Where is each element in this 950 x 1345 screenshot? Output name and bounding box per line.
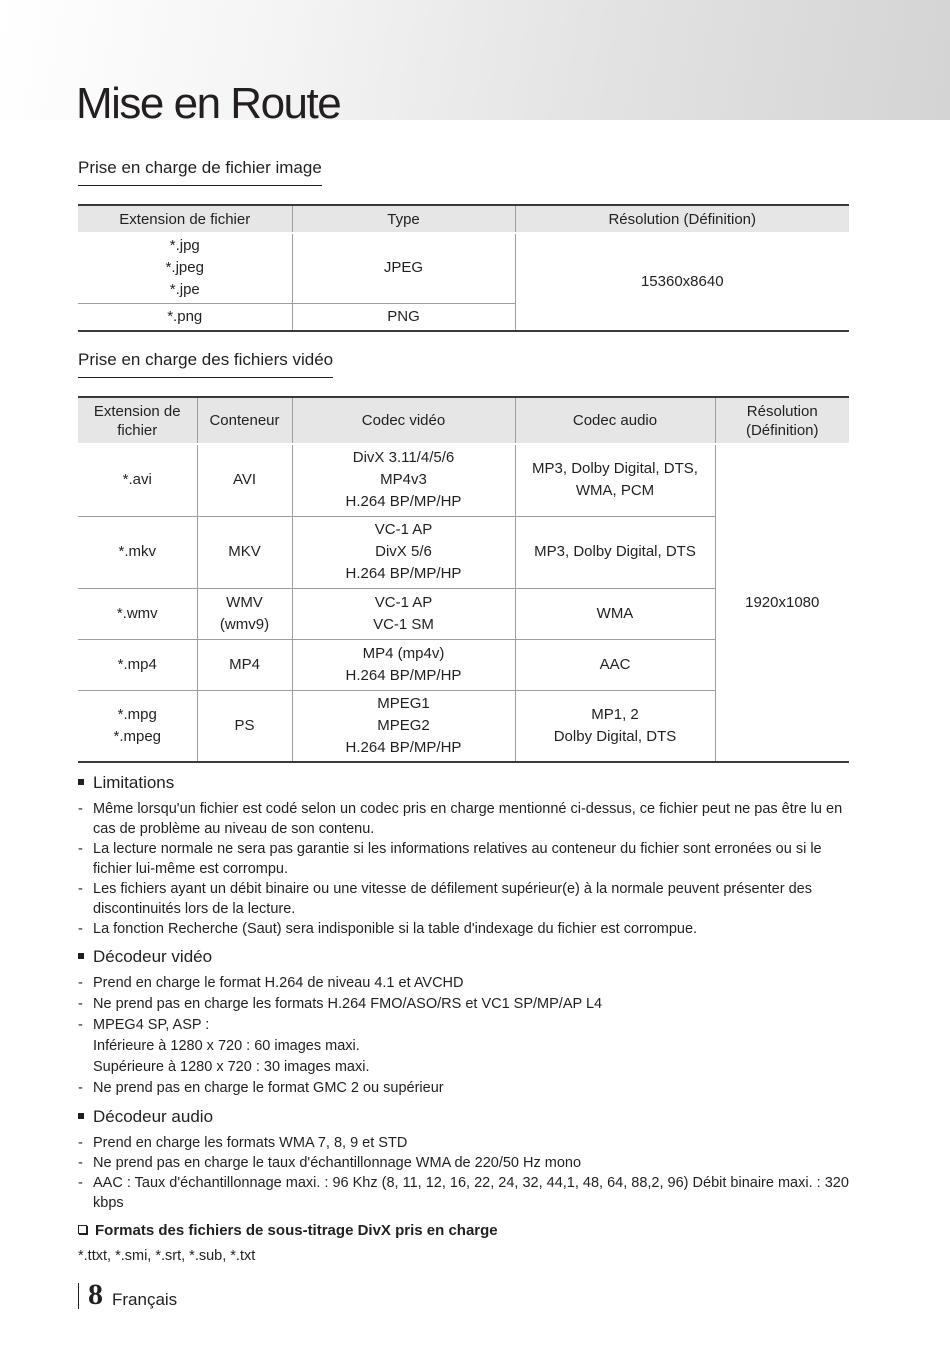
page-title: Mise en Route — [76, 79, 341, 128]
footer-divider — [78, 1283, 79, 1309]
audio-codec-cell: MP3, Dolby Digital, DTS — [515, 516, 715, 588]
video-codec-cell: VC-1 AP DivX 5/6 H.264 BP/MP/HP — [292, 516, 515, 588]
mpeg4-sub-line: Inférieure à 1280 x 720 : 60 images maxi. — [93, 1038, 360, 1054]
list-item: - La fonction Recherche (Saut) sera indisponible si la table d'indexage du fichier est corrompue. — [78, 921, 698, 937]
list-item: - Ne prend pas en charge les formats H.264 FMO/ASO/RS et VC1 SP/MP/AP L4 — [78, 996, 603, 1012]
page-number: 8 — [88, 1278, 103, 1311]
square-bullet-icon — [78, 1113, 84, 1119]
column-header: Résolution (Définition) — [515, 205, 849, 233]
mpeg4-sub-line: Supérieure à 1280 x 720 : 30 images maxi. — [93, 1059, 370, 1075]
container-cell: MP4 — [197, 639, 292, 690]
container-cell: PS — [197, 690, 292, 762]
extension-cell: *.jpg *.jpeg *.jpe — [78, 233, 292, 303]
extension-cell: *.mpg *.mpeg — [78, 690, 197, 762]
extension-cell: *.png — [78, 303, 292, 331]
video-decoder-list — [78, 973, 850, 1099]
list-item: - MPEG4 SP, ASP : Inférieure à 1280 x 720 : 60 images maxi. Supérieure à 1280 x 720 : 30 images maxi. — [78, 1015, 850, 1078]
list-item: - La lecture normale ne sera pas garantie si les informations relatives au conteneur du fichier sont erronées ou si le fichier lui-même est corrompu. — [78, 841, 822, 877]
image-support-table — [78, 204, 849, 332]
table-row — [78, 233, 849, 303]
column-header: Résolution (Définition) — [715, 397, 849, 444]
subtitle-formats-heading: Formats des fichiers de sous-titrage DivX pris en charge — [78, 1221, 498, 1241]
list-item: - Les fichiers ayant un débit binaire ou une vitesse de défilement supérieur(e) à la normale peuvent présenter des discontinuités lors de la lecture. — [78, 881, 812, 917]
video-codec-cell: VC-1 AP VC-1 SM — [292, 588, 515, 639]
container-cell: AVI — [197, 444, 292, 516]
type-cell: PNG — [292, 303, 515, 331]
extension-cell: *.avi — [78, 444, 197, 516]
checkbox-bullet-icon — [78, 1225, 87, 1234]
video-codec-cell: DivX 3.11/4/5/6 MP4v3 H.264 BP/MP/HP — [292, 444, 515, 516]
list-item: - AAC : Taux d'échantillonnage maxi. : 96 Khz (8, 11, 12, 16, 22, 24, 32, 44,1, 48, 64, 88,2, 96) Débit binaire maxi. : 320 kbps — [78, 1175, 849, 1211]
video-decoder-heading: Décodeur vidéo — [78, 947, 212, 967]
image-section-title: Prise en charge de fichier image — [78, 158, 322, 186]
container-cell: WMV (wmv9) — [197, 588, 292, 639]
audio-decoder-heading: Décodeur audio — [78, 1107, 213, 1127]
column-header: Codec vidéo — [292, 397, 515, 444]
extension-cell: *.wmv — [78, 588, 197, 639]
square-bullet-icon — [78, 953, 84, 959]
column-header: Codec audio — [515, 397, 715, 444]
limitations-heading: Limitations — [78, 773, 174, 793]
list-item: - Même lorsqu'un fichier est codé selon un codec pris en charge mentionné ci-dessus, ce fichier peut ne pas être lu en cas de problème au niveau de son contenu. — [78, 801, 843, 837]
audio-codec-cell: MP1, 2 Dolby Digital, DTS — [515, 690, 715, 762]
audio-codec-cell: MP3, Dolby Digital, DTS, WMA, PCM — [515, 444, 715, 516]
audio-decoder-list — [78, 1133, 850, 1213]
column-header: Extension de fichier — [78, 205, 292, 233]
list-item: - Ne prend pas en charge le format GMC 2 ou supérieur — [78, 1080, 444, 1096]
column-header: Conteneur — [197, 397, 292, 444]
list-item: - Ne prend pas en charge le taux d'échantillonnage WMA de 220/50 Hz mono — [78, 1155, 582, 1171]
container-cell: MKV — [197, 516, 292, 588]
extension-cell: *.mkv — [78, 516, 197, 588]
column-header: Extension de fichier — [78, 397, 197, 444]
page-language: Français — [112, 1290, 178, 1309]
audio-codec-cell: WMA — [515, 588, 715, 639]
resolution-cell: 15360x8640 — [515, 233, 849, 331]
column-header: Type — [292, 205, 515, 233]
video-support-table — [78, 396, 849, 763]
type-cell: JPEG — [292, 233, 515, 303]
audio-codec-cell: AAC — [515, 639, 715, 690]
video-codec-cell: MPEG1 MPEG2 H.264 BP/MP/HP — [292, 690, 515, 762]
list-item: - Prend en charge les formats WMA 7, 8, 9 et STD — [78, 1135, 408, 1151]
table-row — [78, 444, 849, 516]
limitations-list — [78, 799, 850, 939]
subtitle-formats-list: *.ttxt, *.smi, *.srt, *.sub, *.txt — [78, 1248, 256, 1264]
extension-cell: *.mp4 — [78, 639, 197, 690]
video-section-title: Prise en charge des fichiers vidéo — [78, 350, 333, 378]
resolution-cell: 1920x1080 — [715, 444, 849, 762]
list-item: - Prend en charge le format H.264 de niveau 4.1 et AVCHD — [78, 975, 464, 991]
square-bullet-icon — [78, 779, 84, 785]
video-codec-cell: MP4 (mp4v) H.264 BP/MP/HP — [292, 639, 515, 690]
